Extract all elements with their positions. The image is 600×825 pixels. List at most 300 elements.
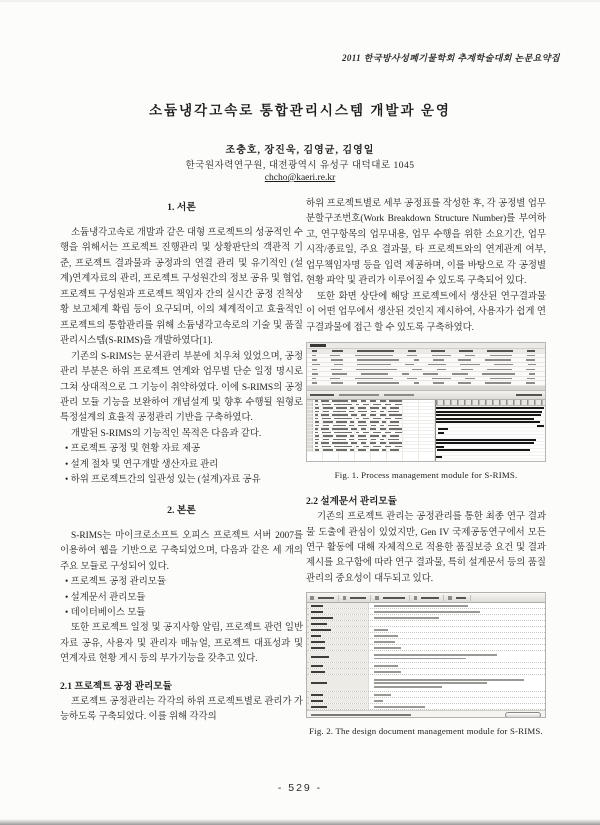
fig-detail xyxy=(315,421,319,422)
fig-detail xyxy=(458,382,471,384)
fig-detail xyxy=(370,595,371,601)
fig-detail xyxy=(369,663,545,668)
fig-detail xyxy=(311,714,411,716)
fig-detail xyxy=(452,373,468,375)
fig-detail xyxy=(307,609,369,614)
fig-detail xyxy=(370,400,376,401)
gantt-bar xyxy=(436,418,535,420)
fig-detail xyxy=(361,414,366,415)
gantt-bar xyxy=(436,442,535,444)
bullet-item: • 설계 절차 및 연구개발 생산자료 관리 xyxy=(65,458,303,473)
fig-detail xyxy=(336,407,346,408)
fig-detail xyxy=(358,449,366,450)
fig-detail xyxy=(374,679,524,681)
fig-detail xyxy=(482,373,515,375)
fig-detail xyxy=(312,369,317,371)
fig-detail xyxy=(351,442,357,443)
fig-detail xyxy=(315,400,318,401)
fig-detail xyxy=(357,359,399,361)
fig-detail xyxy=(332,400,347,401)
fig-detail xyxy=(431,350,445,352)
fig-detail xyxy=(374,700,383,702)
fig-detail xyxy=(369,669,545,674)
fig-detail xyxy=(395,404,402,405)
fig-detail xyxy=(382,435,386,436)
fig-detail xyxy=(307,410,313,413)
fig-detail xyxy=(428,364,445,366)
fig-detail xyxy=(369,621,545,626)
form-button xyxy=(505,712,541,718)
fig-detail xyxy=(311,706,327,708)
fig-detail xyxy=(307,663,369,668)
fig-detail xyxy=(363,418,369,419)
fig-detail xyxy=(322,446,331,447)
fig-detail xyxy=(307,414,313,417)
fig-detail xyxy=(407,378,417,380)
bullet-item: • 데이터베이스 모듈 xyxy=(65,606,303,621)
fig-detail xyxy=(350,435,354,436)
fig-detail xyxy=(351,400,357,401)
fig-detail xyxy=(369,615,545,620)
fig-detail xyxy=(373,418,381,419)
section-2-heading: 2. 본론 xyxy=(167,504,196,516)
fig-detail xyxy=(361,442,366,443)
fig-detail xyxy=(380,411,385,412)
fig-detail xyxy=(336,449,346,450)
fig-detail xyxy=(307,431,313,434)
left-column xyxy=(60,197,303,726)
fig-detail xyxy=(380,425,385,426)
fig-detail xyxy=(405,364,414,366)
fig-detail xyxy=(323,439,329,440)
fig-detail xyxy=(357,364,391,366)
fig-detail xyxy=(382,407,386,408)
fig-detail xyxy=(385,418,392,419)
fig-detail xyxy=(311,694,323,696)
fig-detail xyxy=(369,675,545,691)
fig-detail xyxy=(315,442,318,443)
fig-detail xyxy=(307,651,369,662)
fig-detail xyxy=(369,603,545,608)
fig-detail xyxy=(374,671,401,673)
fig-detail xyxy=(374,629,388,631)
fig-detail xyxy=(370,421,379,422)
fig-detail xyxy=(311,665,323,667)
fig-detail xyxy=(356,446,359,447)
fig-detail xyxy=(374,658,466,660)
fig-detail xyxy=(382,421,386,422)
fig-detail xyxy=(371,439,376,440)
fig-detail xyxy=(389,442,401,443)
intro-paragraph-1: 소듐냉각고속로 개발과 같은 대형 프로젝트의 성공적인 수행을 위해서는 프로젝트 진행관리 및 상황판단의 객관적 기준, 프로젝트 결과물과 공정과의 연결 관리 및 유기적인 (설계)연계자료의 관리, 프로젝트 구성원간의 정보 공유 및 협업, 프로젝트 구성원과 프로젝트 책임자 간의 실시간 공정 진척상황 보고체계 확립 등이 요구되며, 이의 체계적이고 효율적인 프로젝트의 통합관리를 위해 소듐냉각고속로의 기술 및 품질 관리시스템(S-RIMS)을 개발하였다[1]. xyxy=(60,228,303,347)
fig-detail xyxy=(307,698,369,703)
fig-detail xyxy=(307,621,369,626)
bullet-item: • 프로젝트 공정 관리모듈 xyxy=(65,575,303,590)
fig-detail xyxy=(374,641,395,643)
gantt-bar xyxy=(436,411,542,413)
fig-detail xyxy=(321,442,328,443)
fig-detail xyxy=(358,435,366,436)
fig-detail xyxy=(526,369,536,371)
fig-detail xyxy=(414,596,418,600)
fig-detail xyxy=(312,355,316,357)
fig-detail xyxy=(307,421,313,424)
fig-detail xyxy=(307,449,313,452)
fig-detail xyxy=(310,394,334,396)
fig-detail xyxy=(461,369,473,371)
fig-detail xyxy=(322,418,331,419)
fig-detail xyxy=(528,364,536,366)
fig-detail xyxy=(390,421,399,422)
fig-detail xyxy=(315,449,319,450)
fig-detail xyxy=(395,446,402,447)
page-number: - 529 - xyxy=(277,782,323,794)
fig-detail xyxy=(312,378,316,380)
fig-detail xyxy=(312,364,320,366)
fig-detail xyxy=(321,414,328,415)
fig-detail xyxy=(330,355,340,357)
fig-detail xyxy=(374,635,398,637)
fig-detail xyxy=(494,364,514,366)
fig-detail xyxy=(311,700,323,702)
fig-detail xyxy=(321,400,328,401)
fig-detail xyxy=(350,597,366,599)
figure-1-screenshot xyxy=(306,342,546,462)
fig-detail xyxy=(370,435,379,436)
fig-detail xyxy=(355,378,393,380)
section-2-2-paragraph: 기존의 프로젝트 관리는 공정관리를 통한 최종 연구 결과물 도출에 관심이 있었지만, Gen IV 국제공동연구에서 모든 연구 활동에 대해 자체적으로 적용한 품질보증 요건 및 결과 제시를 요구함에 따라 연구 결과물, 특히 설계문서 등의 품질관리의 중요성이 대두되고 있다. xyxy=(306,512,546,584)
fig-detail xyxy=(448,596,452,600)
fig-detail xyxy=(357,350,394,352)
fig-detail xyxy=(421,597,439,599)
intro-paragraph-3: 개발된 S-RIMS의 기능적인 목적은 다음과 같다. xyxy=(71,428,262,439)
fig-detail xyxy=(465,378,476,380)
fig-detail xyxy=(356,418,359,419)
fig-detail xyxy=(380,439,385,440)
fig-detail xyxy=(369,627,545,632)
fig-detail xyxy=(307,710,545,718)
form-row xyxy=(307,675,545,692)
fig-detail xyxy=(311,682,327,684)
fig-detail xyxy=(338,595,339,601)
fig-detail xyxy=(307,627,369,632)
fig-detail xyxy=(311,617,333,619)
fig-detail xyxy=(369,633,545,638)
fig-detail xyxy=(331,359,343,361)
fig-detail xyxy=(369,704,545,709)
fig-detail xyxy=(315,404,318,405)
fig-detail xyxy=(307,445,313,448)
fig-detail xyxy=(307,417,313,420)
fig-detail xyxy=(369,645,545,650)
fig-detail xyxy=(322,404,331,405)
fig-detail xyxy=(333,411,346,412)
section-2-1-paragraph: 프로젝트 공정관리는 각각의 하위 프로젝트별로 관리가 가능하도록 구축되었다. 이를 위해 각각의 xyxy=(60,696,303,723)
fig-detail xyxy=(374,647,401,649)
figure-2-screenshot xyxy=(306,592,546,718)
fig-detail xyxy=(336,421,346,422)
fig-detail xyxy=(350,407,354,408)
fig-detail xyxy=(307,400,545,462)
fig-detail xyxy=(307,407,313,410)
fig-detail xyxy=(334,404,352,405)
fig-detail xyxy=(458,359,471,361)
form-row xyxy=(307,651,545,663)
fig-detail xyxy=(307,704,369,709)
fig-detail xyxy=(307,615,369,620)
fig-detail xyxy=(356,404,359,405)
fig-detail xyxy=(349,411,354,412)
fig-detail xyxy=(315,407,319,408)
intro-paragraph-2: 기존의 S-RIMS는 문서관리 부분에 치우쳐 있었으며, 공정관리 부분은 하위 프로젝트 연계와 업무별 단순 일정 명시로 그쳐 상대적으로 그 기능이 취약하였다. 이에 S-RIMS의 공정관리 모듈 기능을 보완하여 개념설계 및 향후 수행될 원형로 특정설계의 효율적 공정관리 기반을 구축하였다. xyxy=(60,351,303,424)
fig-detail xyxy=(402,373,409,375)
fig-detail xyxy=(357,382,399,384)
fig-detail xyxy=(408,350,416,352)
fig-detail xyxy=(332,414,347,415)
gantt-bar xyxy=(436,446,445,448)
fig-detail xyxy=(375,596,379,600)
fig-detail xyxy=(310,596,314,600)
fig-detail xyxy=(390,407,399,408)
fig-detail xyxy=(311,647,325,649)
fig-detail xyxy=(382,449,386,450)
fig-detail xyxy=(373,432,381,433)
fig-detail xyxy=(307,400,313,403)
fig-detail xyxy=(443,595,444,601)
fig-detail xyxy=(358,407,366,408)
gantt-bar xyxy=(436,421,540,423)
fig-detail xyxy=(460,364,480,366)
section-1-heading: 1. 서론 xyxy=(167,202,196,213)
right-column xyxy=(306,197,546,749)
fig-detail xyxy=(526,382,536,384)
fig-detail xyxy=(356,432,359,433)
fig-detail xyxy=(333,439,346,440)
fig-detail xyxy=(388,439,399,440)
fig-detail xyxy=(374,605,468,607)
fig-detail xyxy=(436,400,545,406)
gantt-bar xyxy=(537,425,544,427)
fig-detail xyxy=(307,645,369,650)
fig-detail xyxy=(374,611,480,613)
fig-detail xyxy=(330,378,340,380)
fig-detail xyxy=(370,428,376,429)
fig-detail xyxy=(490,355,513,357)
fig-detail xyxy=(323,421,333,422)
fig-detail xyxy=(315,414,318,415)
fig-detail xyxy=(361,400,366,401)
fig-detail xyxy=(315,411,319,412)
fig-detail xyxy=(358,425,367,426)
body-paragraph-2: 또한 프로젝트 일정 및 공지사항 알림, 프로젝트 관련 일반 자료 공유, 사용자 및 관리자 매뉴얼, 프로젝트 대표성과 및 연계자료 현황 게시 등의 부가기능을 갖추고 있다. xyxy=(60,623,303,665)
fig-detail xyxy=(307,438,313,441)
fig-detail xyxy=(312,350,318,352)
fig-detail xyxy=(485,359,511,361)
fig-detail xyxy=(374,682,487,684)
gantt-bar xyxy=(438,428,448,430)
fig-detail xyxy=(369,651,545,662)
fig-detail xyxy=(311,605,323,607)
fig-detail xyxy=(390,435,399,436)
fig-detail xyxy=(385,446,392,447)
fig-detail xyxy=(336,435,346,436)
conference-header: 2011 한국방사성폐기물학회 추계학술대회 논문요약집 xyxy=(341,53,560,63)
fig-detail xyxy=(383,597,405,599)
fig-detail xyxy=(351,414,357,415)
fig-detail xyxy=(332,428,347,429)
fig-detail xyxy=(349,439,354,440)
fig-detail xyxy=(423,373,437,375)
fig-detail xyxy=(334,418,352,419)
fig-detail xyxy=(333,425,346,426)
fig-detail xyxy=(318,597,334,599)
fig-detail xyxy=(485,382,511,384)
fig-detail xyxy=(307,442,313,445)
fig-detail xyxy=(332,350,343,352)
fig-detail xyxy=(389,400,401,401)
fig-detail xyxy=(311,635,321,637)
fig-detail xyxy=(307,639,369,644)
fig-detail xyxy=(321,428,328,429)
fig-detail xyxy=(433,382,444,384)
fig-detail xyxy=(527,355,536,357)
fig-detail xyxy=(432,355,451,357)
fig-detail xyxy=(339,394,379,396)
fig-detail xyxy=(363,404,369,405)
gantt-bar xyxy=(437,449,530,451)
bullet-item: • 설계문서 관리모듈 xyxy=(65,591,303,606)
fig-detail xyxy=(370,442,376,443)
fig-detail xyxy=(307,675,369,691)
fig-detail xyxy=(369,609,545,614)
fig-detail xyxy=(307,435,313,438)
fig-detail xyxy=(370,407,379,408)
fig-detail xyxy=(384,394,414,396)
fig-detail xyxy=(361,428,366,429)
fig-detail xyxy=(395,418,402,419)
fig-detail xyxy=(389,428,401,429)
email-link[interactable]: chcho@kaeri.re.kr xyxy=(264,173,336,183)
fig-detail xyxy=(307,692,369,697)
fig-detail xyxy=(307,424,313,427)
fig-detail xyxy=(373,404,381,405)
fig-detail xyxy=(407,355,417,357)
fig-detail xyxy=(526,359,536,361)
fig-detail xyxy=(358,411,367,412)
fig-detail xyxy=(311,623,327,625)
fig-detail xyxy=(363,432,369,433)
fig-detail xyxy=(322,432,331,433)
fig-detail xyxy=(307,603,369,608)
fig-detail xyxy=(307,400,436,462)
fig-detail xyxy=(310,344,326,347)
fig-detail xyxy=(527,378,536,380)
affiliation-line: 한국원자력연구원, 대전광역시 유성구 대덕대로 1045 xyxy=(185,161,415,171)
section-2-1-heading: 2.1 프로젝트 공정 관리모듈 xyxy=(60,680,172,692)
fig-detail xyxy=(487,350,512,352)
fig-detail xyxy=(315,446,318,447)
fig-detail xyxy=(323,411,329,412)
fig-detail xyxy=(395,432,402,433)
fig-detail xyxy=(307,403,313,406)
fig-detail xyxy=(432,378,451,380)
fig-detail xyxy=(370,414,376,415)
paper-title: 소듐냉각고속로 통합관리시스템 개발과 운영 xyxy=(149,103,451,118)
fig-detail xyxy=(369,692,545,697)
fig-detail xyxy=(307,428,313,431)
objective-bullet-list xyxy=(60,442,303,488)
fig-detail xyxy=(371,411,376,412)
fig-detail xyxy=(311,629,331,631)
fig-detail xyxy=(374,654,497,656)
bullet-item: • 하위 프로젝트간의 일관성 있는 (설계)자료 공유 xyxy=(65,473,303,488)
fig-detail xyxy=(374,706,425,708)
fig-detail xyxy=(311,611,323,613)
fig-detail xyxy=(456,597,466,599)
email-line xyxy=(0,173,600,183)
fig-detail xyxy=(409,595,410,601)
fig-detail xyxy=(371,425,376,426)
fig-detail xyxy=(323,435,333,436)
fig-detail xyxy=(465,355,476,357)
fig-detail xyxy=(390,449,399,450)
fig-detail xyxy=(355,355,393,357)
bullet-item: • 프로젝트 공정 및 현황 자료 제공 xyxy=(65,442,303,457)
fig-detail xyxy=(529,373,535,375)
fig-detail xyxy=(315,432,318,433)
fig-detail xyxy=(323,407,333,408)
fig-detail xyxy=(389,414,401,415)
fig-detail xyxy=(315,439,319,440)
gantt-bar xyxy=(436,456,443,458)
figure-2-caption: Fig. 2. The design document management module for S-RIMS. xyxy=(309,726,543,737)
fig-detail xyxy=(358,421,366,422)
fig-detail xyxy=(311,671,325,673)
fig-detail xyxy=(374,617,439,619)
fig-detail xyxy=(312,382,317,384)
fig-detail xyxy=(331,382,343,384)
fig-detail xyxy=(334,446,352,447)
fig-detail xyxy=(311,641,325,643)
fig-detail xyxy=(388,425,399,426)
fig-detail xyxy=(343,596,347,600)
fig-detail xyxy=(311,656,329,658)
fig-detail xyxy=(358,439,367,440)
fig-detail xyxy=(385,432,392,433)
fig-detail xyxy=(350,421,354,422)
fig-detail xyxy=(374,686,442,688)
fig-detail xyxy=(350,449,354,450)
fig-detail xyxy=(373,446,381,447)
fig-detail xyxy=(349,425,354,426)
fig-detail xyxy=(459,350,473,352)
fig-detail xyxy=(490,378,513,380)
fig-detail xyxy=(363,446,369,447)
module-bullet-list xyxy=(60,575,303,621)
fig-detail xyxy=(315,418,318,419)
fig-detail xyxy=(323,425,329,426)
fig-detail xyxy=(307,449,435,453)
fig-detail xyxy=(380,400,386,401)
fig-detail xyxy=(374,694,391,696)
fig-detail xyxy=(356,369,397,371)
fig-detail xyxy=(369,698,545,703)
body-paragraph-1: S-RIMS는 마이크로소프트 오피스 프로젝트 서버 2007를 이용하여 웹을 기반으로 구축되었으며, 다음과 같은 세 개의 주요 모듈로 구성되어 있다. xyxy=(60,530,303,572)
fig-detail xyxy=(470,595,471,601)
fig-detail xyxy=(433,359,444,361)
fig-detail xyxy=(334,364,343,366)
gantt-bar xyxy=(436,407,544,409)
